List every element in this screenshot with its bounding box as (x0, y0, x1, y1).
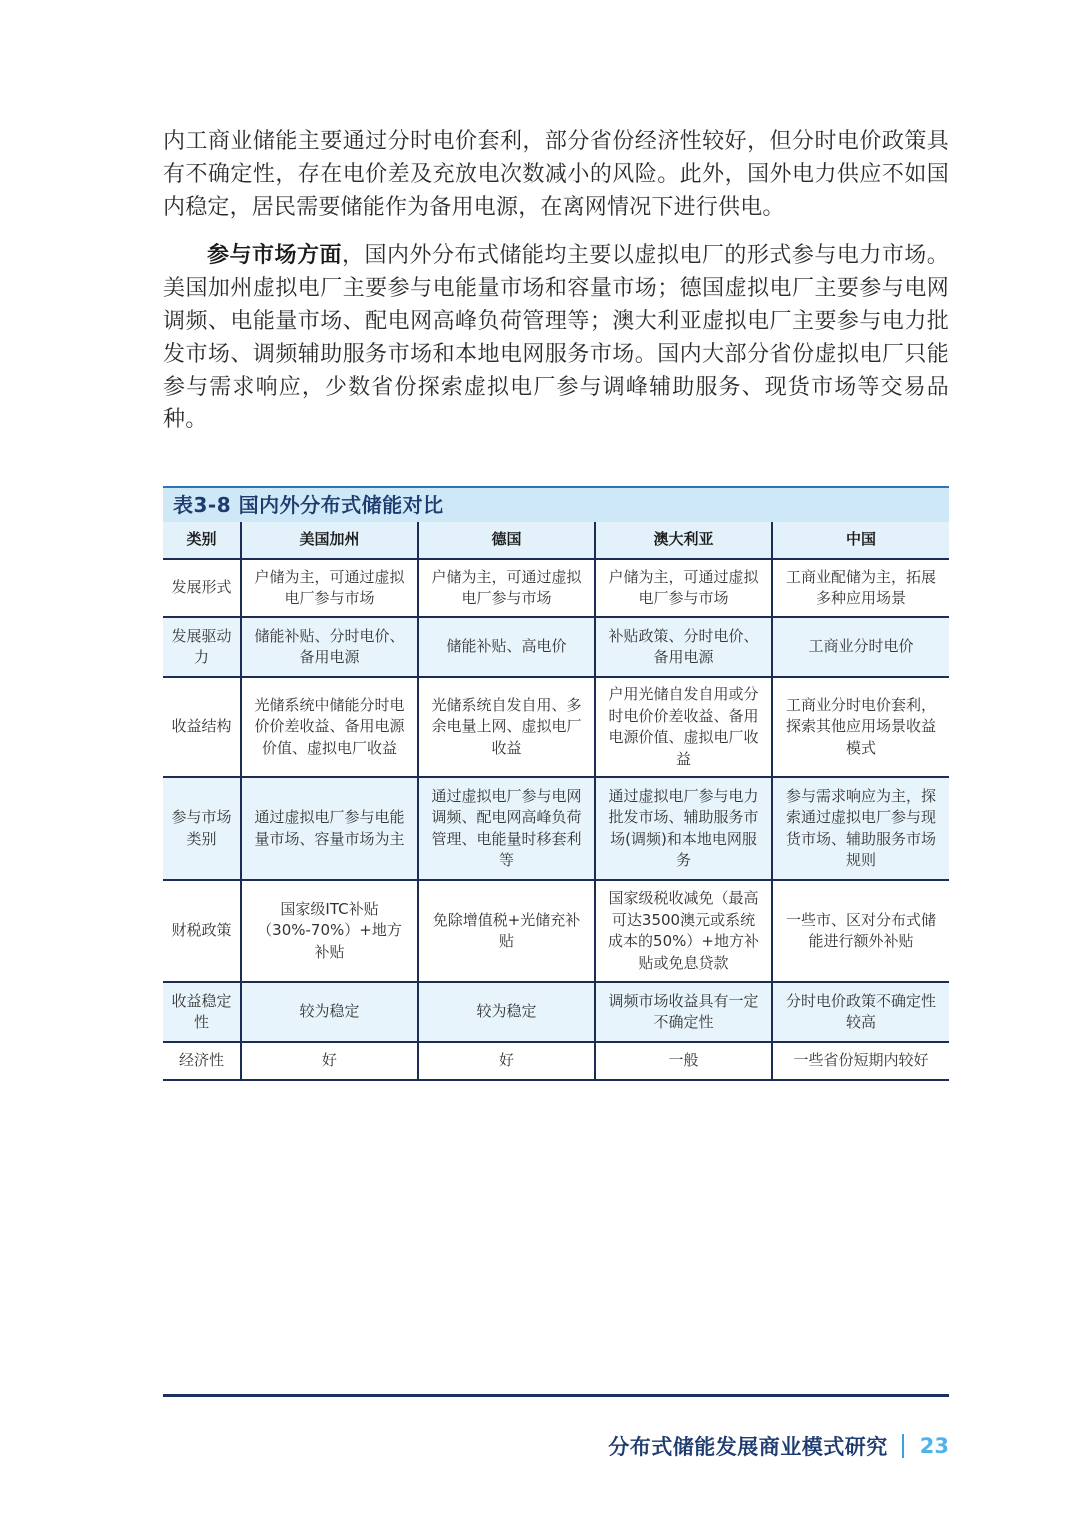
table-header-row (163, 522, 949, 559)
table-cell: 较为稳定 (241, 982, 418, 1042)
header-germany: 德国 (418, 522, 595, 559)
comparison-table (163, 522, 949, 1081)
row-category: 发展形式 (163, 559, 241, 617)
table-cell: 较为稳定 (418, 982, 595, 1042)
row-category: 财税政策 (163, 880, 241, 982)
header-australia: 澳大利亚 (595, 522, 772, 559)
row-category: 参与市场类别 (163, 777, 241, 880)
header-category: 类别 (163, 522, 241, 559)
table-cell: 工商业分时电价套利，探索其他应用场景收益模式 (772, 677, 949, 777)
table-cell: 国家级ITC补贴（30%-70%）+地方补贴 (241, 880, 418, 982)
table-cell: 参与需求响应为主，探索通过虚拟电厂参与现货市场、辅助服务市场规则 (772, 777, 949, 880)
table-cell: 工商业配储为主，拓展多种应用场景 (772, 559, 949, 617)
paragraph-1: 内工商业储能主要通过分时电价套利，部分省份经济性较好，但分时电价政策具有不确定性，存在电价差及充放电次数减小的风险。此外，国外电力供应不如国内稳定，居民需要储能作为备用电源，在离网情况下进行供电。 (163, 129, 949, 220)
table-row (163, 677, 949, 777)
table-cell: 好 (418, 1042, 595, 1080)
table-cell: 一些市、区对分布式储能进行额外补贴 (772, 880, 949, 982)
table-cell: 调频市场收益具有一定不确定性 (595, 982, 772, 1042)
table-cell: 通过虚拟电厂参与电能量市场、容量市场为主 (241, 777, 418, 880)
page-number: 23 (919, 1434, 949, 1458)
row-category: 发展驱动力 (163, 617, 241, 677)
footer-separator (902, 1434, 904, 1458)
table-cell: 通过虚拟电厂参与电网调频、配电网高峰负荷管理、电能量时移套利等 (418, 777, 595, 880)
paragraph-2-body: ，国内外分布式储能均主要以虚拟电厂的形式参与电力市场。美国加州虚拟电厂主要参与电能量市场和容量市场；德国虚拟电厂主要参与电网调频、电能量市场、配电网高峰负荷管理等；澳大利亚虚拟电厂主要参与电力批发市场、调频辅助服务市场和本地电网服务市场。国内大部分省份虚拟电厂只能参与需求响应，少数省份探索虚拟电厂参与调峰辅助服务、现货市场等交易品种。 (163, 243, 950, 433)
table-cell: 储能补贴、高电价 (418, 617, 595, 677)
row-category: 收益结构 (163, 677, 241, 777)
table-cell: 一些省份短期内较好 (772, 1042, 949, 1080)
table-row (163, 617, 949, 677)
paragraph-2 (163, 240, 949, 437)
table-cell: 补贴政策、分时电价、备用电源 (595, 617, 772, 677)
table-cell: 户储为主，可通过虚拟电厂参与市场 (418, 559, 595, 617)
table-cell: 户储为主，可通过虚拟电厂参与市场 (241, 559, 418, 617)
table-row (163, 1042, 949, 1080)
footer-divider (163, 1394, 949, 1397)
row-category: 经济性 (163, 1042, 241, 1080)
table-cell: 一般 (595, 1042, 772, 1080)
table-cell: 光储系统中储能分时电价价差收益、备用电源价值、虚拟电厂收益 (241, 677, 418, 777)
paragraph-2-lead: 参与市场方面 (207, 243, 342, 269)
table-cell: 户用光储自发自用或分时电价价差收益、备用电源价值、虚拟电厂收益 (595, 677, 772, 777)
table-cell: 光储系统自发自用、多余电量上网、虚拟电厂收益 (418, 677, 595, 777)
table-cell: 户储为主，可通过虚拟电厂参与市场 (595, 559, 772, 617)
table-row (163, 559, 949, 617)
header-usa-california: 美国加州 (241, 522, 418, 559)
body-text (163, 126, 949, 437)
table-cell: 分时电价政策不确定性较高 (772, 982, 949, 1042)
table-cell: 工商业分时电价 (772, 617, 949, 677)
page-footer (608, 1430, 949, 1462)
table-cell: 储能补贴、分时电价、备用电源 (241, 617, 418, 677)
table-cell: 国家级税收减免（最高可达3500澳元或系统成本的50%）+地方补贴或免息贷款 (595, 880, 772, 982)
table-row (163, 982, 949, 1042)
table-cell: 好 (241, 1042, 418, 1080)
table-cell: 通过虚拟电厂参与电力批发市场、辅助服务市场(调频)和本地电网服务 (595, 777, 772, 880)
table-row (163, 777, 949, 880)
table-title: 表3-8 国内外分布式储能对比 (163, 486, 949, 522)
table-row (163, 880, 949, 982)
row-category: 收益稳定性 (163, 982, 241, 1042)
footer-title: 分布式储能发展商业模式研究 (608, 1435, 888, 1459)
table-cell: 免除增值税+光储充补贴 (418, 880, 595, 982)
header-china: 中国 (772, 522, 949, 559)
